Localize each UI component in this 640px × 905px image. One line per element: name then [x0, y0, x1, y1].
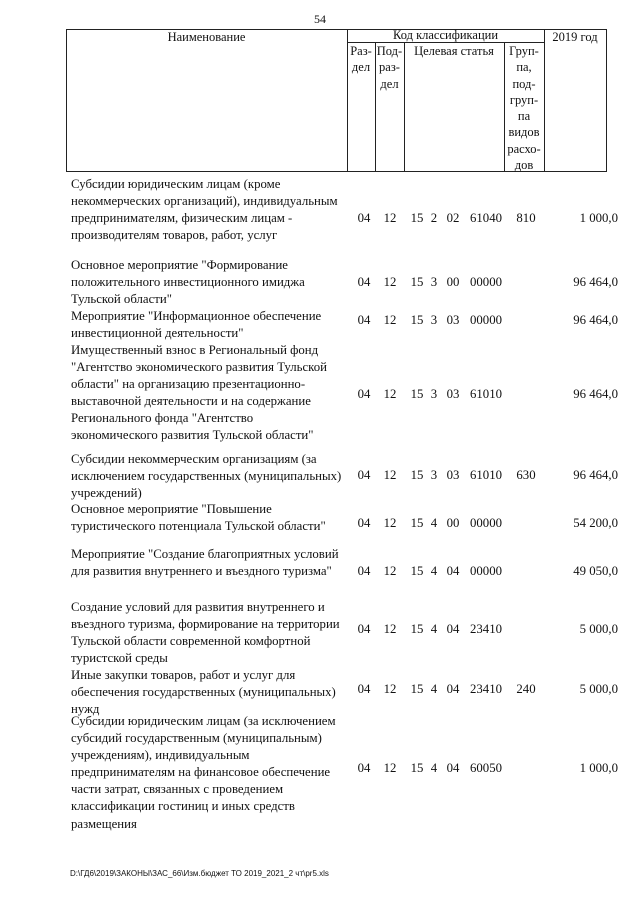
- row-podrazdel: 12: [383, 564, 397, 578]
- row-name: Мероприятие "Создание благоприятных условий для развития внутреннего и въездного туризма": [71, 547, 339, 579]
- row-name: Субсидии некоммерческим организациям (за исключением государственных (муниципальных) учреждений): [71, 452, 342, 501]
- row-razdel: 04: [357, 313, 371, 327]
- row-podrazdel: 12: [383, 275, 397, 289]
- row-sum: 54 200,0: [573, 516, 618, 530]
- row-razdel: 04: [357, 211, 371, 225]
- row-cs-event: 04: [446, 761, 460, 775]
- row-sum: 96 464,0: [573, 275, 618, 289]
- header-year: 2019 год: [552, 30, 598, 44]
- row-group: 630: [516, 468, 536, 482]
- row-cs-direction: 00000: [470, 564, 502, 578]
- row-cs-direction: 00000: [470, 275, 502, 289]
- row-name: Субсидии юридическим лицам (за исключением субсидий государственным (муниципальным) учреждениям), индивидуальным предпринимателям на финансовое обеспечение части затрат, связанных с проведением классификации гостиниц и иных средств размещения: [71, 714, 336, 831]
- row-cs-event: 00: [446, 516, 460, 530]
- row-name: Мероприятие "Информационное обеспечение инвестиционной деятельности": [71, 309, 322, 341]
- row-razdel: 04: [357, 622, 371, 636]
- row-razdel: 04: [357, 275, 371, 289]
- row-cs-program: 15: [410, 564, 424, 578]
- header-code-classification: Код классификации: [392, 28, 499, 42]
- row-podrazdel: 12: [383, 468, 397, 482]
- row-name: Субсидии юридическим лицам (кроме некоммерческих организаций), индивидуальным предпринимателям, физическим лицам - производителям товаров, работ, услуг: [71, 177, 338, 243]
- row-sum: 49 050,0: [573, 564, 618, 578]
- row-podrazdel: 12: [383, 211, 397, 225]
- row-cs-direction: 23410: [470, 682, 502, 696]
- row-cs-direction: 61010: [470, 387, 502, 401]
- row-cs-program: 15: [410, 275, 424, 289]
- row-cs-event: 03: [446, 387, 460, 401]
- row-sum: 96 464,0: [573, 313, 618, 327]
- row-cs-direction: 61040: [470, 211, 502, 225]
- page-number: 54: [314, 12, 326, 26]
- row-cs-event: 03: [446, 313, 460, 327]
- row-name: Создание условий для развития внутреннего и въездного туризма, формирование на территории Тульской области современной комфортной туристской среды: [71, 600, 340, 666]
- row-cs-subprogram: 3: [430, 313, 438, 327]
- row-sum: 5 000,0: [579, 622, 618, 636]
- row-podrazdel: 12: [383, 682, 397, 696]
- row-cs-direction: 60050: [470, 761, 502, 775]
- row-cs-direction: 00000: [470, 516, 502, 530]
- row-cs-event: 04: [446, 622, 460, 636]
- row-cs-event: 00: [446, 275, 460, 289]
- row-cs-program: 15: [410, 622, 424, 636]
- row-cs-event: 04: [446, 564, 460, 578]
- row-cs-subprogram: 2: [430, 211, 438, 225]
- row-sum: 1 000,0: [579, 761, 618, 775]
- footer-file-path: D:\ГД6\2019\ЗАКОНЫ\ЗАС_66\Изм.бюджет ТО 2019_2021_2 чт\pr5.xls: [70, 869, 329, 878]
- row-sum: 5 000,0: [579, 682, 618, 696]
- row-cs-direction: 23410: [470, 622, 502, 636]
- row-cs-program: 15: [410, 387, 424, 401]
- row-razdel: 04: [357, 516, 371, 530]
- row-cs-direction: 61010: [470, 468, 502, 482]
- header-group: Груп- па, под- груп- па видов расхо- дов: [507, 44, 541, 173]
- row-cs-program: 15: [410, 313, 424, 327]
- row-cs-subprogram: 3: [430, 275, 438, 289]
- row-cs-subprogram: 4: [430, 622, 438, 636]
- row-cs-subprogram: 4: [430, 516, 438, 530]
- row-cs-event: 04: [446, 682, 460, 696]
- row-name: Основное мероприятие "Формирование положительного инвестиционного имиджа Тульской области": [71, 258, 305, 307]
- row-cs-subprogram: 4: [430, 761, 438, 775]
- row-cs-program: 15: [410, 468, 424, 482]
- row-sum: 96 464,0: [573, 468, 618, 482]
- row-cs-subprogram: 4: [430, 682, 438, 696]
- row-cs-program: 15: [410, 211, 424, 225]
- row-cs-program: 15: [410, 682, 424, 696]
- row-cs-subprogram: 4: [430, 564, 438, 578]
- header-target: Целевая статья: [414, 44, 494, 58]
- row-podrazdel: 12: [383, 516, 397, 530]
- row-cs-program: 15: [410, 761, 424, 775]
- row-razdel: 04: [357, 387, 371, 401]
- row-cs-event: 02: [446, 211, 460, 225]
- row-sum: 1 000,0: [579, 211, 618, 225]
- row-name: Имущественный взнос в Региональный фонд "Агентство экономического развития Тульской области" на организацию презентационно- выставочной деятельности и на содержание Регионального фонда "Агентство экономического развития Тульской области": [71, 343, 327, 443]
- row-razdel: 04: [357, 761, 371, 775]
- row-sum: 96 464,0: [573, 387, 618, 401]
- row-podrazdel: 12: [383, 313, 397, 327]
- header-razdel: Раз- дел: [350, 44, 372, 75]
- row-razdel: 04: [357, 682, 371, 696]
- header-name: Наименование: [167, 30, 246, 44]
- row-cs-subprogram: 3: [430, 387, 438, 401]
- row-podrazdel: 12: [383, 761, 397, 775]
- row-cs-event: 03: [446, 468, 460, 482]
- row-podrazdel: 12: [383, 622, 397, 636]
- row-razdel: 04: [357, 564, 371, 578]
- row-cs-program: 15: [410, 516, 424, 530]
- row-podrazdel: 12: [383, 387, 397, 401]
- row-group: 810: [516, 211, 536, 225]
- row-razdel: 04: [357, 468, 371, 482]
- row-group: 240: [516, 682, 536, 696]
- table-header: [66, 29, 607, 172]
- row-cs-direction: 00000: [470, 313, 502, 327]
- header-podrazdel: Под- раз- дел: [376, 44, 403, 91]
- row-name: Основное мероприятие "Повышение туристического потенциала Тульской области": [71, 502, 326, 534]
- row-cs-subprogram: 3: [430, 468, 438, 482]
- row-name: Иные закупки товаров, работ и услуг для обеспечения государственных (муниципальных) нужд: [71, 668, 336, 717]
